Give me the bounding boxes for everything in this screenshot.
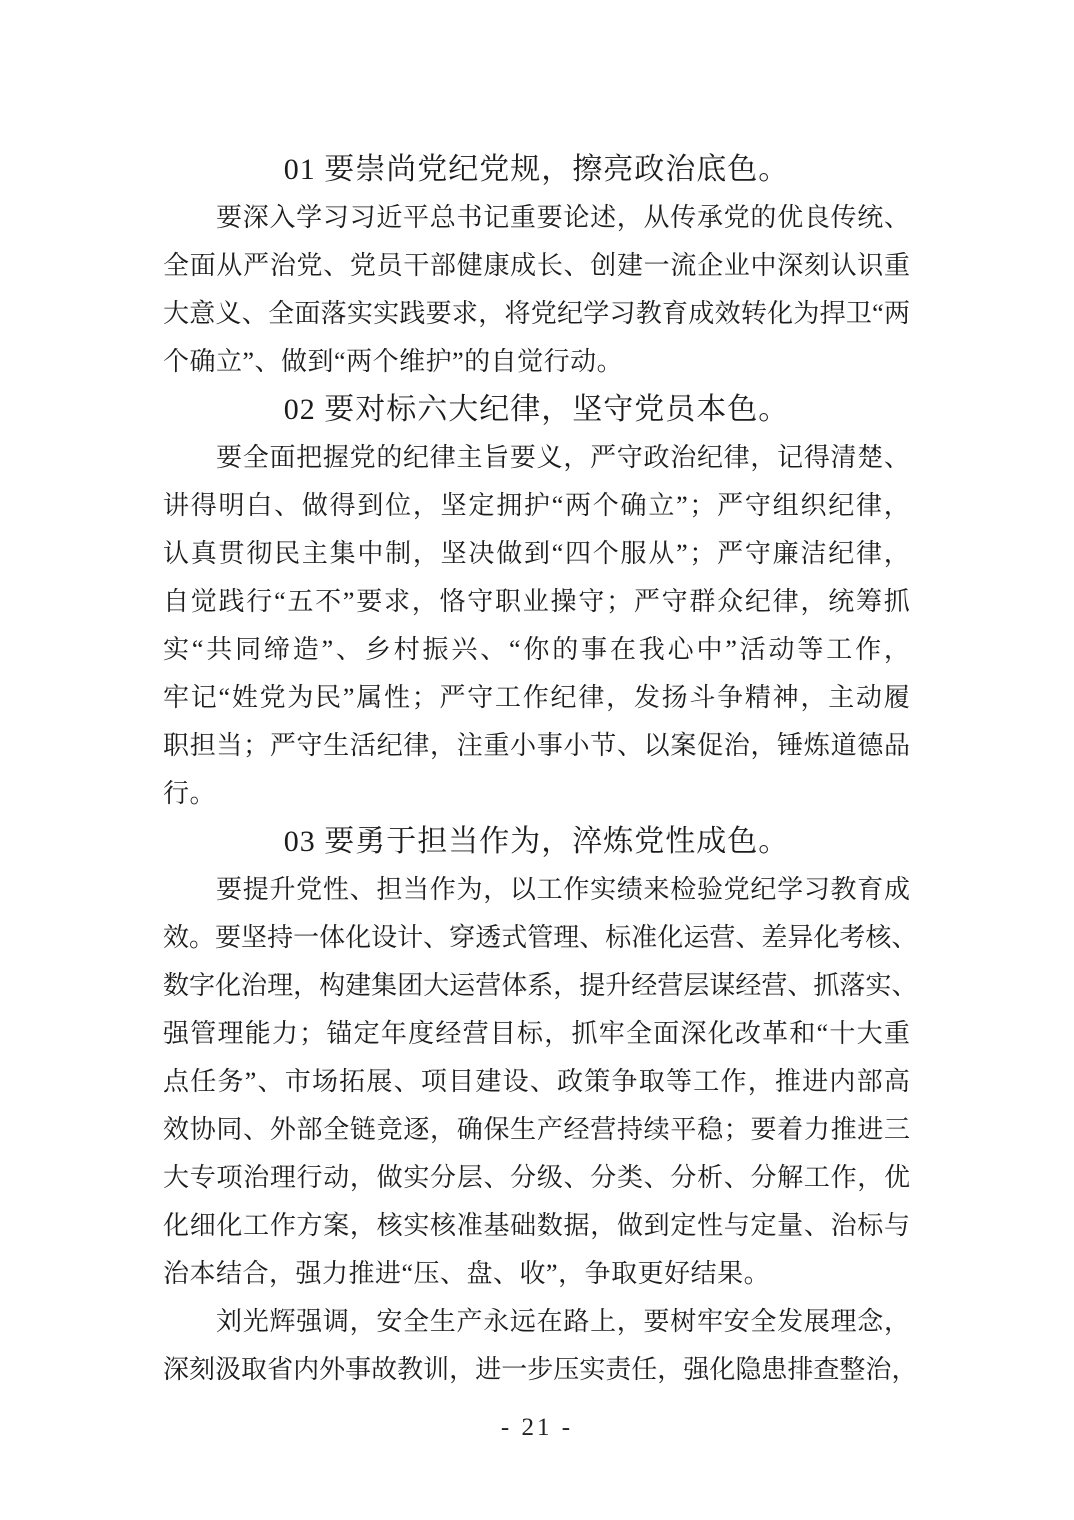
text-line: 效 协 同 、 外 部 全 链 竞 逐 ， 确 保 生 产 经 营 持 续 平 稳 ； 要 着 力 推 进 三 xyxy=(163,1115,910,1144)
text-line: 刘 光 辉 强 调 ， 安 全 生 产 永 远 在 路 上 ， 要 树 牢 安 全 发 展 理 念 ， xyxy=(216,1307,910,1336)
text-line: 自 觉 践 行 “ 五 不 ” 要 求 ， 恪 守 职 业 操 守 ； 严 守 群 众 纪 律 ， 统 筹 抓 xyxy=(163,587,910,616)
section-heading: 01 要崇尚党纪党规，擦亮政治底色。 xyxy=(283,153,790,186)
text-line: 要 提 升 党 性 、 担 当 作 为 ， 以 工 作 实 绩 来 检 验 党 纪 学 习 教 育 成 xyxy=(216,875,910,904)
text-line: 全 面 从 严 治 党 、 党 员 干 部 健 康 成 长 、 创 建 一 流 企 业 中 深 刻 认 识 重 xyxy=(163,251,910,280)
text-line: 效 。 要 坚 持 一 体 化 设 计 、 穿 透 式 管 理 、 标 准 化 运 营 、 差 异 化 考 核 、 xyxy=(163,923,918,952)
text-line: 认 真 贯 彻 民 主 集 中 制 ， 坚 决 做 到 “ 四 个 服 从 ” ； 严 守 廉 洁 纪 律 ， xyxy=(163,539,910,568)
text-line: 行。 xyxy=(163,779,217,808)
text-line: 要 深 入 学 习 习 近 平 总 书 记 重 要 论 述 ， 从 传 承 党 的 优 良 传 统 、 xyxy=(216,203,910,232)
text-line: 要 全 面 把 握 党 的 纪 律 主 旨 要 义 ， 严 守 政 治 纪 律 ， 记 得 清 楚 、 xyxy=(216,443,910,472)
document-body xyxy=(163,146,918,1394)
text-line: 强 管 理 能 力 ； 锚 定 年 度 经 营 目 标 ， 抓 牢 全 面 深 化 改 革 和 “ 十 大 重 xyxy=(163,1019,910,1048)
text-line: 牢 记 “ 姓 党 为 民 ” 属 性 ； 严 守 工 作 纪 律 ， 发 扬 斗 争 精 神 ， 主 动 履 xyxy=(163,683,910,712)
section-heading: 02 要对标六大纪律，坚守党员本色。 xyxy=(283,393,790,426)
text-line: 化 细 化 工 作 方 案 ， 核 实 核 准 基 础 数 据 ， 做 到 定 性 与 定 量 、 治 标 与 xyxy=(163,1211,910,1240)
text-line: 职 担 当 ； 严 守 生 活 纪 律 ， 注 重 小 事 小 节 、 以 案 促 治 ， 锤 炼 道 德 品 xyxy=(163,731,910,760)
text-line: 数 字 化 治 理 ， 构 建 集 团 大 运 营 体 系 ， 提 升 经 营 层 谋 经 营 、 抓 落 实 、 xyxy=(163,971,918,1000)
text-line: 讲 得 明 白 、 做 得 到 位 ， 坚 定 拥 护 “ 两 个 确 立 ” ； 严 守 组 织 纪 律 ， xyxy=(163,491,910,520)
page-number: - 21 - xyxy=(500,1414,574,1441)
section-heading: 03 要勇于担当作为，淬炼党性成色。 xyxy=(283,825,790,858)
text-line: 深 刻 汲 取 省 内 外 事 故 教 训 ， 进 一 步 压 实 责 任 ， 强 化 隐 患 排 查 整 治 ， xyxy=(163,1355,918,1384)
text-line: 大 专 项 治 理 行 动 ， 做 实 分 层 、 分 级 、 分 类 、 分 析 、 分 解 工 作 ， 优 xyxy=(163,1163,910,1192)
text-line: 治本结合，强力推进“压、盘、收”，争取更好结果。 xyxy=(163,1259,771,1288)
text-line: 个确立”、做到“两个维护”的自觉行动。 xyxy=(163,347,624,376)
text-line: 点 任 务 ” 、 市 场 拓 展 、 项 目 建 设 、 政 策 争 取 等 工 作 ， 推 进 内 部 高 xyxy=(163,1067,910,1096)
text-line: 大 意 义 、 全 面 落 实 实 践 要 求 ， 将 党 纪 学 习 教 育 成 效 转 化 为 捍 卫 “ 两 xyxy=(163,299,910,328)
text-line: 实 “ 共 同 缔 造 ” 、 乡 村 振 兴 、 “ 你 的 事 在 我 心 中 ” 活 动 等 工 作 ， xyxy=(163,635,910,664)
